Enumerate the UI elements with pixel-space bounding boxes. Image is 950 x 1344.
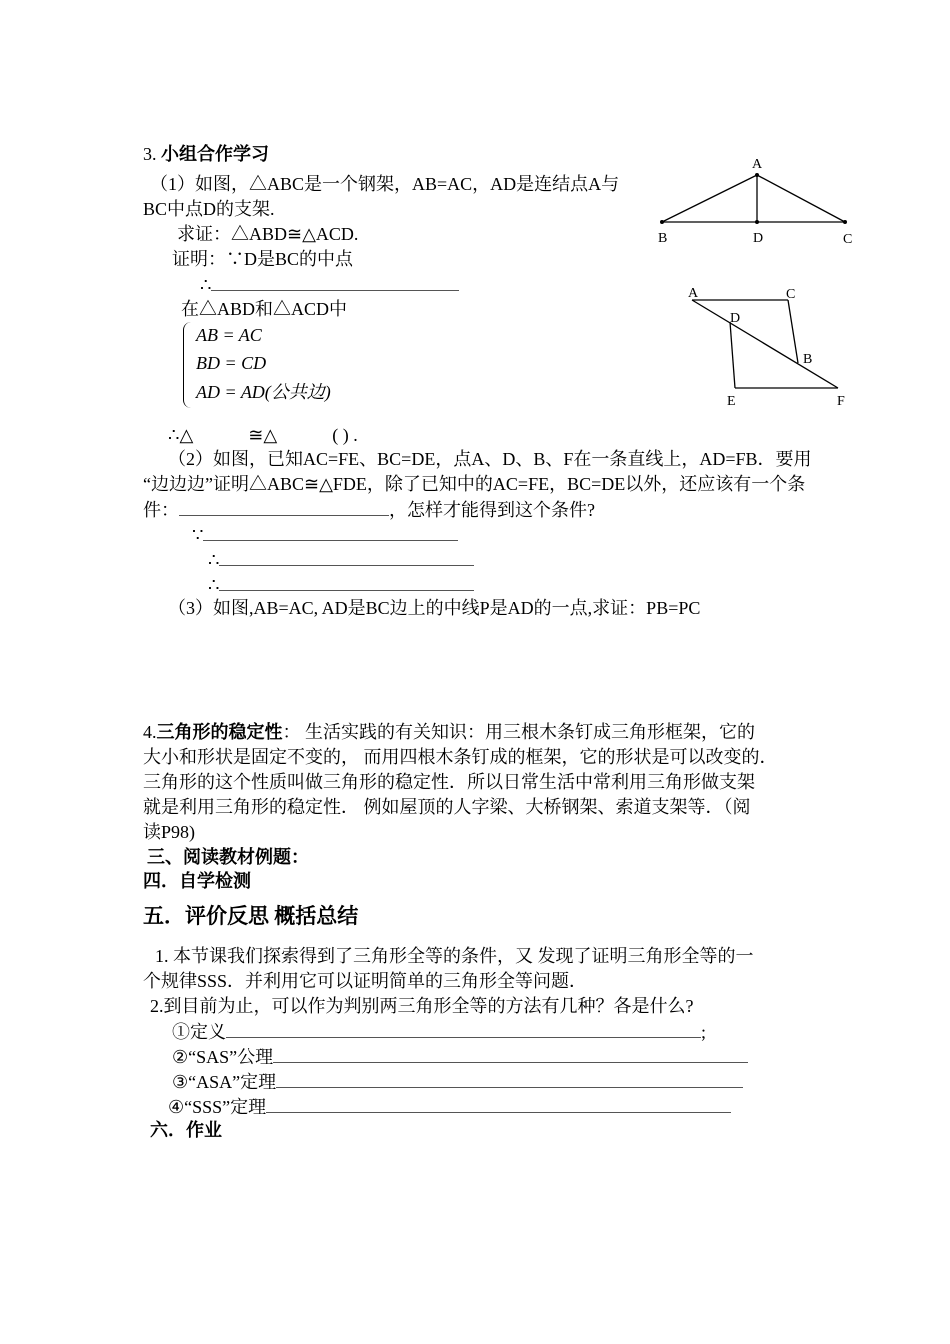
equation-3: AD = AD(公共边): [196, 382, 331, 402]
because-symbol: ∵: [192, 525, 204, 545]
method-label: ②“SAS”公理: [172, 1047, 274, 1067]
problem-1-line-1: （1）如图，△ABC是一个钢架，AB=AC，AD是连结点A与: [150, 174, 620, 194]
equation-1: AB = AC: [196, 325, 262, 345]
brace: [183, 322, 194, 408]
therefore-line: [208, 572, 474, 597]
prove-statement: 求证：△ABD≅△ACD.: [177, 224, 359, 244]
label-c: C: [786, 287, 796, 302]
label-f: F: [837, 394, 845, 409]
condition-blank[interactable]: [179, 497, 389, 516]
in-triangles: 在△ABD和△ACD中: [181, 299, 348, 319]
method-2: [172, 1044, 748, 1069]
section-4-line-3: 三角形的这个性质叫做三角形的稳定性．所以日常生活中常利用三角形做支架: [143, 772, 755, 792]
label-e: E: [727, 394, 736, 409]
label-b: B: [803, 352, 813, 367]
answer-blank[interactable]: [219, 547, 474, 566]
proof-blank-line: [200, 272, 459, 297]
conclusion-part: ≅△: [248, 425, 278, 445]
section-title: 小组合作学习: [161, 144, 269, 164]
problem-2-line-1: （2）如图，已知AC=FE、BC=DE，点A、D、B、F在一条直线上，AD=FB．要用: [168, 449, 812, 469]
section-3-heading: [143, 142, 269, 166]
section-4-line-2: 大小和形状是固定不变的， 而用四根木条钉成的框架，它的形状是可以改变的．: [143, 747, 778, 767]
label-d: D: [753, 231, 764, 246]
section-4-line-1: [143, 720, 755, 744]
heading-4: 四．自学检测: [143, 871, 251, 891]
text: ： 生活实践的有关知识：用三根木条钉成三角形框架，它的: [282, 722, 755, 742]
method-1: [172, 1019, 706, 1044]
label-b: B: [658, 231, 668, 246]
problem-1-line-2: BC中点D的支架.: [143, 199, 275, 219]
therefore-symbol: ∴: [200, 275, 212, 295]
because-line: [192, 522, 458, 547]
method-label: ①定义: [172, 1022, 226, 1042]
answer-blank[interactable]: [219, 572, 474, 591]
answer-blank[interactable]: [203, 522, 458, 541]
label-a: A: [752, 157, 763, 172]
conclusion-reason: ( ) .: [332, 425, 358, 445]
equation-2: BD = CD: [196, 353, 267, 373]
text: ;: [701, 1022, 707, 1042]
figure-2-triangles: [692, 300, 838, 388]
method-4: [168, 1094, 731, 1119]
therefore-line: [208, 547, 474, 572]
heading-3: 三、阅读教材例题：: [147, 847, 309, 867]
label-a: A: [688, 286, 699, 301]
answer-blank[interactable]: [273, 1044, 748, 1063]
problem-2-line-3: [143, 497, 595, 522]
summary-line-3: 2.到目前为止，可以作为判别两三角形全等的方法有几种？各是什么?: [150, 996, 694, 1016]
section-4-line-5: 读P98): [143, 822, 196, 842]
conclusion-line: [168, 423, 358, 447]
answer-blank[interactable]: [211, 272, 459, 291]
heading-5: 五．评价反思 概括总结: [143, 904, 359, 928]
heading-6: 六．作业: [150, 1120, 222, 1140]
answer-blank[interactable]: [226, 1019, 701, 1038]
section-number: 4.: [143, 722, 157, 742]
label-c: C: [843, 232, 853, 247]
method-label: ③“ASA”定理: [172, 1072, 277, 1092]
section-4-line-4: 就是利用三角形的稳定性． 例如屋顶的人字梁、大桥钢架、索道支架等．（阅: [143, 797, 751, 817]
therefore-symbol: ∴: [208, 575, 220, 595]
method-3: [172, 1069, 743, 1094]
text: ，怎样才能得到这个条件?: [389, 500, 595, 520]
figure-1-triangle: [662, 175, 845, 222]
method-label: ④“SSS”定理: [168, 1097, 267, 1117]
geometry-figures: [640, 150, 870, 410]
text: 件：: [143, 500, 179, 520]
problem-3: （3）如图,AB=AC, AD是BC边上的中线P是AD的一点,求证：PB=PC: [168, 598, 701, 618]
summary-line-2: 个规律SSS．并利用它可以证明简单的三角形全等问题．: [143, 971, 588, 991]
answer-blank[interactable]: [266, 1094, 731, 1113]
proof-start: 证明：∵D是BC的中点: [172, 249, 354, 269]
therefore-symbol: ∴: [208, 550, 220, 570]
section-number: 3.: [143, 144, 157, 164]
conclusion-part: ∴△: [168, 425, 194, 445]
problem-2-line-2: “边边边”证明△ABC≅△FDE，除了已知中的AC=FE，BC=DE以外，还应该有一个条: [143, 474, 806, 494]
label-d: D: [730, 311, 741, 326]
summary-line-1: 1. 本节课我们探索得到了三角形全等的条件，又 发现了证明三角形全等的一: [155, 946, 754, 966]
answer-blank[interactable]: [276, 1069, 743, 1088]
section-title: 三角形的稳定性: [156, 722, 283, 742]
